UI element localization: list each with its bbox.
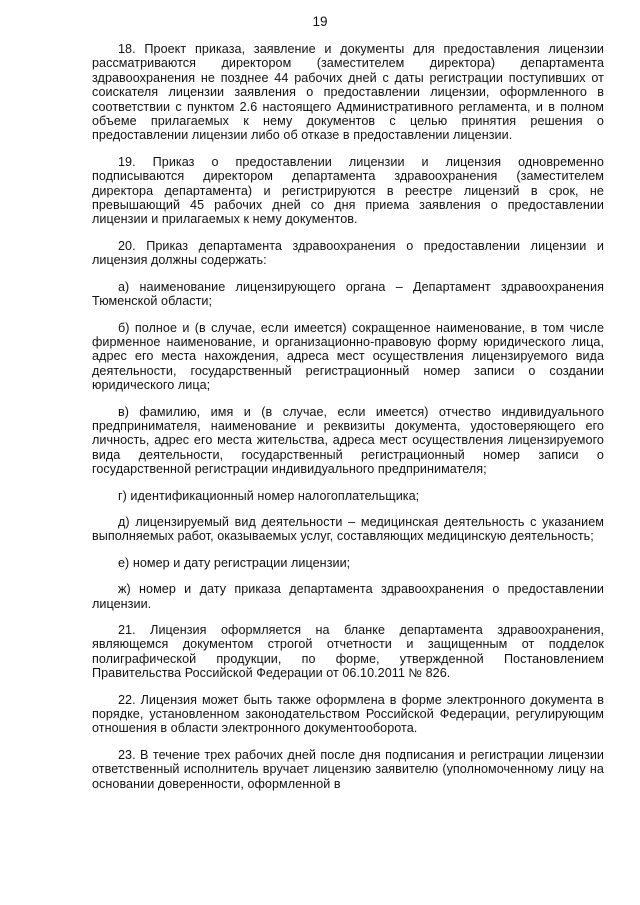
- list-item-a: а) наименование лицензирующего органа – Департамент здравоохранения Тюменской области;: [92, 279, 604, 309]
- document-body: [92, 42, 604, 803]
- paragraph-21: 21. Лицензия оформляется на бланке департамента здравоохранения, являющемся документом строгой отчетности и защищенным от подделок полиграфической продукции, по форме, утвержденной Постановлением Правительства Российской Федерации от 06.10.2011 № 826.: [92, 623, 604, 681]
- list-item-e: е) номер и дату регистрации лицензии;: [118, 555, 351, 570]
- list-item-d: д) лицензируемый вид деятельности – медицинская деятельность с указанием выполняемых работ, оказываемых услуг, составляющих медицинскую деятельность;: [92, 514, 604, 544]
- list-item-b: б) полное и (в случае, если имеется) сокращенное наименование, в том числе фирменное наименование, и организационно-правовую форму юридического лица, адрес его места нахождения, адреса мест осуществления лицензируемого вида деятельности, государственный регистрационный номер записи о создании юридического лица;: [92, 320, 604, 393]
- list-item-zh: ж) номер и дату приказа департамента здравоохранения о предоставлении лицензии.: [92, 582, 604, 611]
- paragraph-18: 18. Проект приказа, заявление и документы для предоставления лицензии рассматриваются директором (заместителем директора) департамента здравоохранения не позднее 44 рабочих дней с даты регистрации поступивших от соискателя лицензии заявления о предоставлении лицензии, оформленного в соответствии с пунктом 2.6 настоящего Административного регламента, и в полном объеме прилагаемых к нему документов с целью принятия решения о предоставлении лицензии либо об отказе в предоставлении лицензии.: [92, 42, 604, 143]
- paragraph-19: 19. Приказ о предоставлении лицензии и лицензия одновременно подписываются директором департамента здравоохранения (заместителем директора департамента) и регистрируются в реестре лицензий в срок, не превышающий 45 рабочих дней со дня приема заявления о предоставлении лицензии и прилагаемых к нему документов.: [92, 154, 604, 227]
- paragraph-20: 20. Приказ департамента здравоохранения о предоставлении лицензии и лицензия должны содержать:: [92, 238, 604, 268]
- list-item-g: г) идентификационный номер налогоплательщика;: [118, 488, 420, 503]
- page-number: 19: [312, 14, 328, 29]
- paragraph-22: 22. Лицензия может быть также оформлена в форме электронного документа в порядке, установленном законодательством Российской Федерации, регулирующим отношения в области электронного документооборота.: [92, 692, 604, 736]
- list-item-v: в) фамилию, имя и (в случае, если имеется) отчество индивидуального предпринимателя, наименование и реквизиты документа, удостоверяющего его личность, адрес его места жительства, адреса мест осуществления лицензируемого вида деятельности, государственный регистрационный номер записи о государственной регистрации индивидуального предпринимателя;: [92, 404, 604, 477]
- paragraph-23: 23. В течение трех рабочих дней после дня подписания и регистрации лицензии ответственный исполнитель вручает лицензию заявителю (уполномоченному лицу на основании доверенности, оформленной в: [92, 747, 604, 791]
